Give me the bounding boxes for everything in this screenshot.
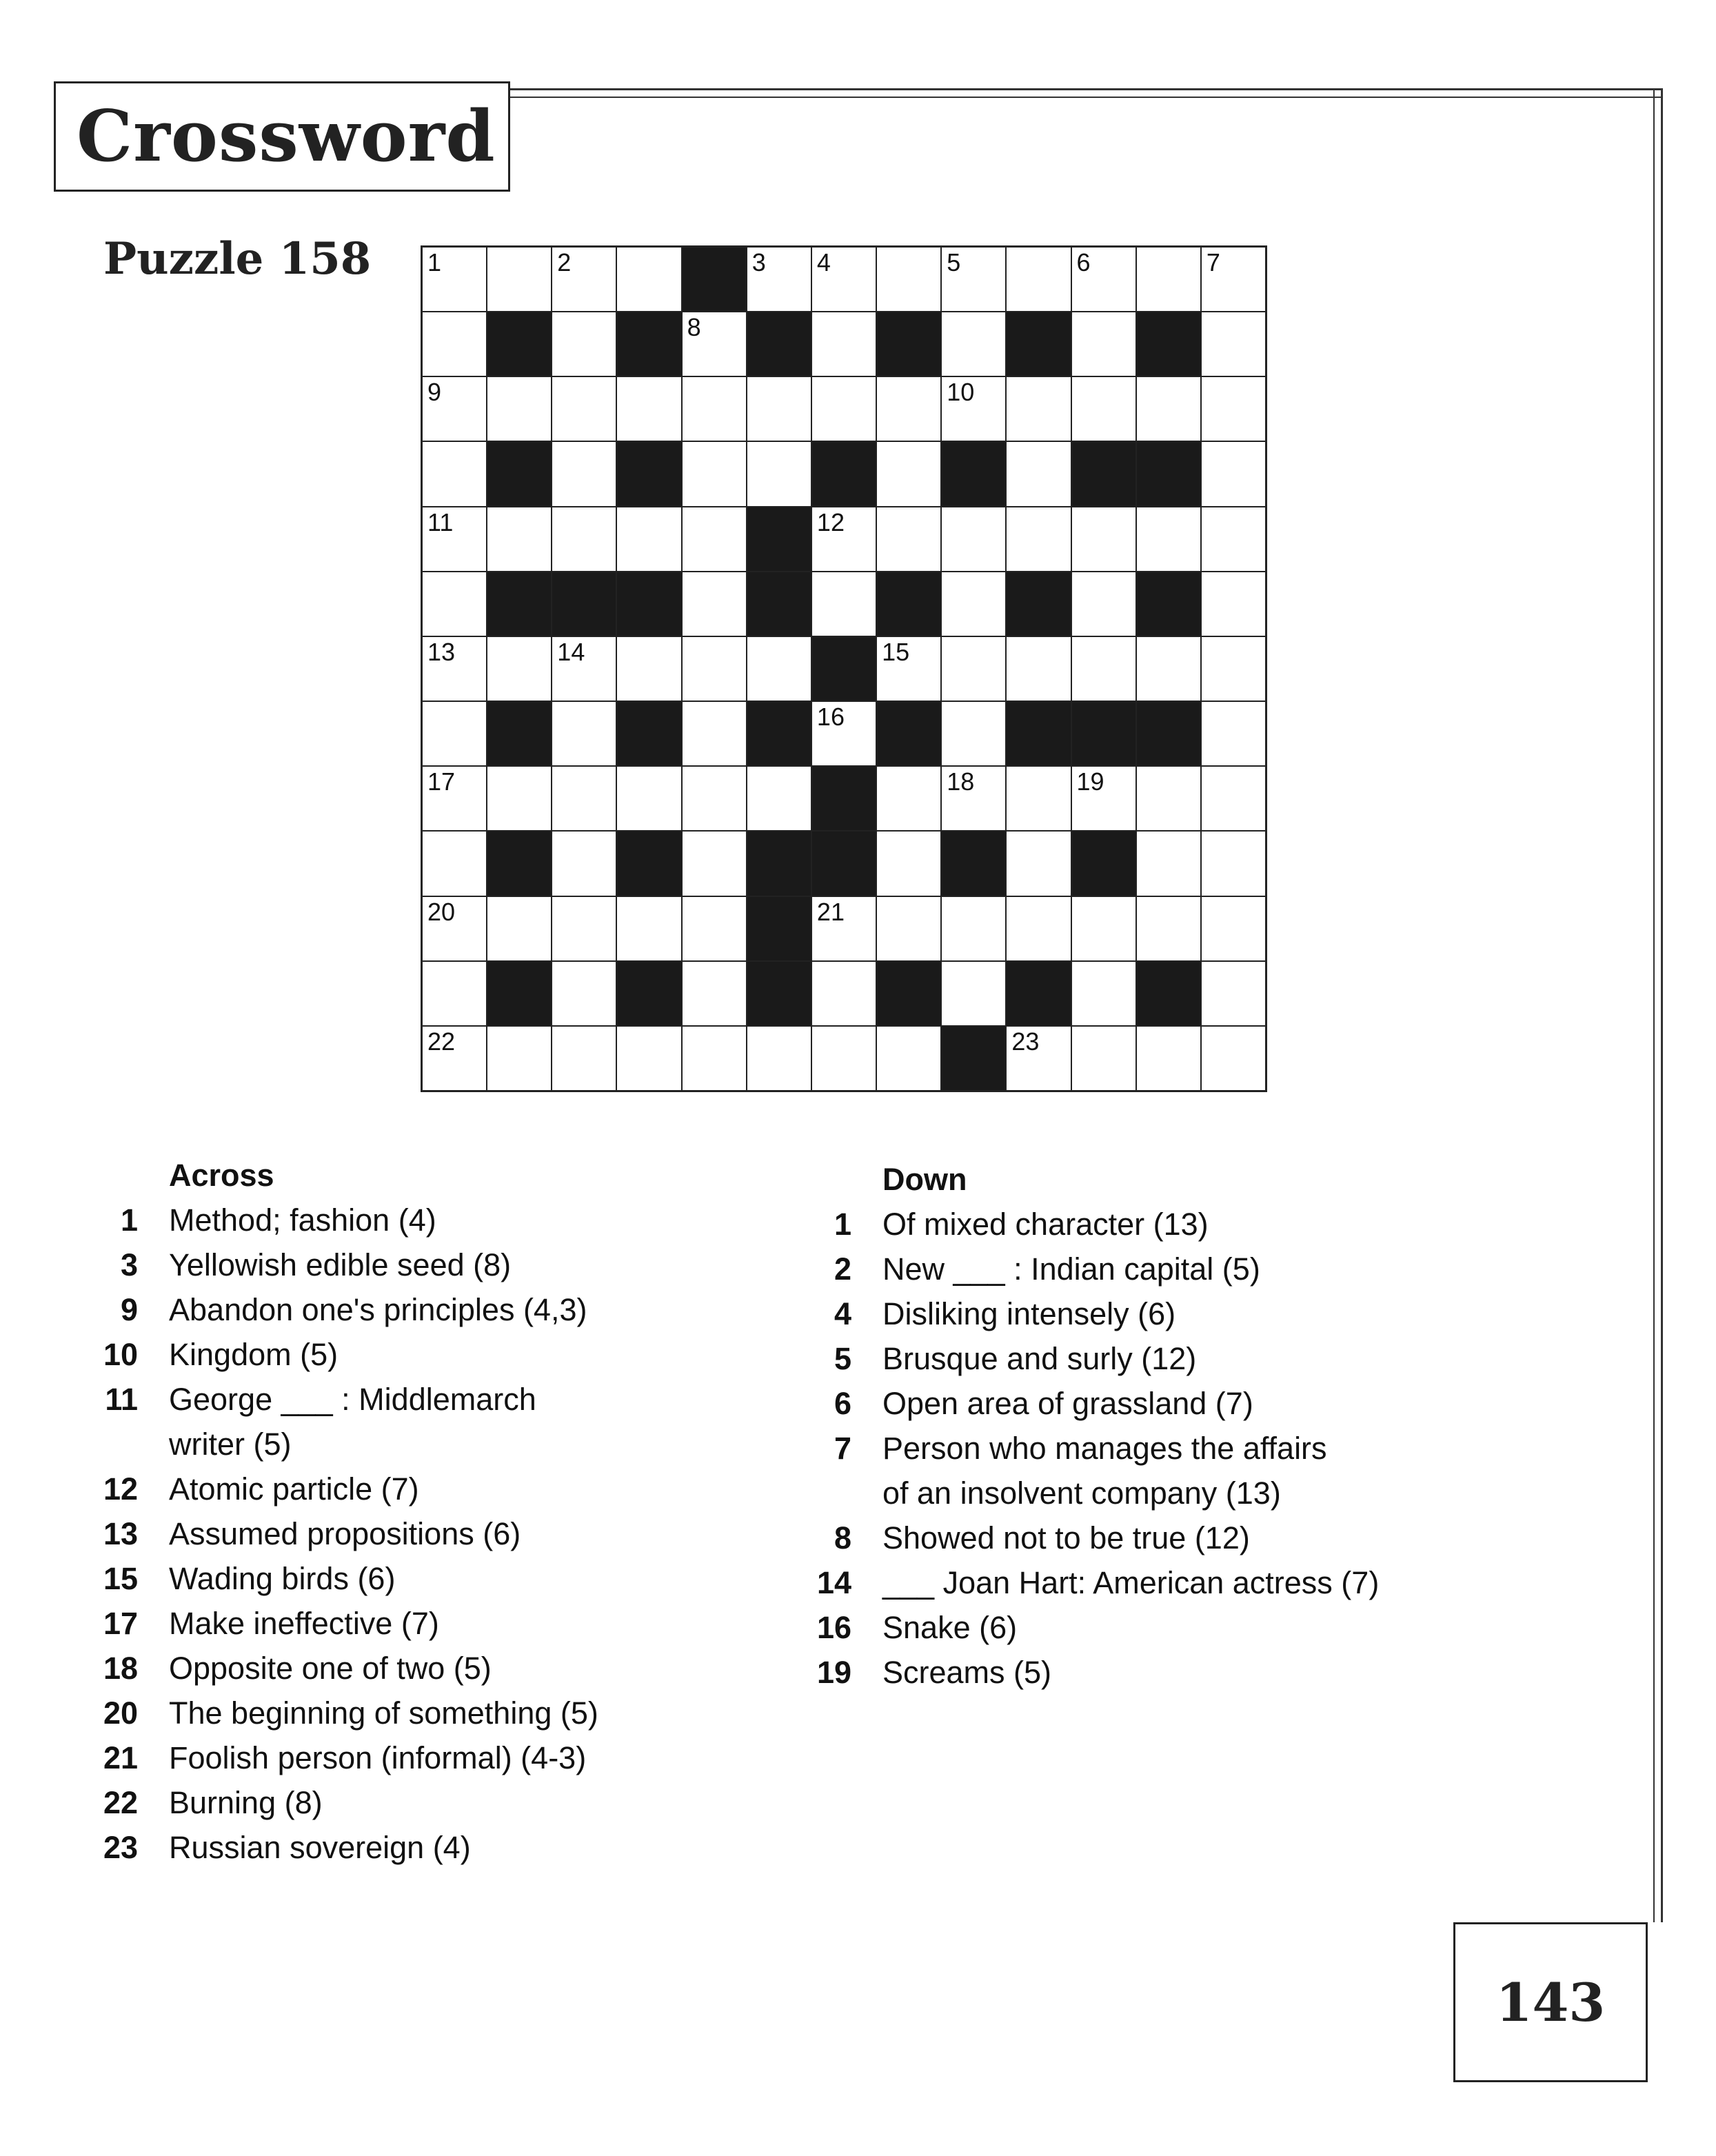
grid-cell[interactable] (1202, 572, 1265, 636)
grid-cell[interactable] (1202, 962, 1265, 1025)
grid-cell[interactable] (552, 637, 616, 701)
across-clue (90, 1691, 779, 1735)
across-clue (90, 1646, 779, 1691)
grid-cell[interactable] (812, 962, 876, 1025)
grid-cell[interactable] (747, 637, 811, 701)
grid-cell[interactable] (1202, 507, 1265, 571)
grid-cell[interactable] (1007, 507, 1070, 571)
grid-cell[interactable] (1202, 1027, 1265, 1090)
clue-text: Method; fashion (4) (169, 1202, 436, 1238)
grid-cell-black (747, 312, 811, 376)
grid-cell-black (617, 572, 680, 636)
grid-cell[interactable] (1072, 637, 1135, 701)
grid-cell-black (1072, 832, 1135, 895)
across-clues (90, 1153, 779, 1870)
grid-cell-black (617, 312, 680, 376)
grid-cell[interactable] (1202, 767, 1265, 830)
grid-cell-black (747, 897, 811, 960)
cell-number: 4 (816, 248, 831, 276)
clue-number: 19 (816, 1655, 851, 1690)
grid-cell[interactable] (423, 312, 486, 376)
clue-text: Kingdom (5) (169, 1337, 339, 1372)
grid-cell[interactable] (812, 897, 876, 960)
grid-cell[interactable] (1137, 248, 1200, 311)
grid-cell[interactable] (1137, 1027, 1200, 1090)
grid-cell-black (487, 442, 551, 505)
grid-cell[interactable] (423, 442, 486, 505)
cell-number: 6 (1076, 248, 1091, 276)
grid-cell[interactable] (683, 637, 746, 701)
clue-text: Make ineffective (7) (169, 1606, 439, 1641)
grid-cell[interactable] (1072, 1027, 1135, 1090)
clue-text: George ___ : Middlemarch (169, 1382, 536, 1417)
clue-number: 11 (105, 1382, 138, 1417)
cell-number: 3 (751, 248, 766, 276)
across-clue (90, 1735, 779, 1780)
grid-cell[interactable] (942, 702, 1005, 765)
grid-cell[interactable] (487, 377, 551, 441)
across-clue (90, 1601, 779, 1646)
grid-cell[interactable] (617, 897, 680, 960)
grid-cell[interactable] (1072, 312, 1135, 376)
grid-cell[interactable] (747, 377, 811, 441)
grid-cell-black (1007, 702, 1070, 765)
grid-cell[interactable] (683, 1027, 746, 1090)
grid-cell-black (1007, 962, 1070, 1025)
grid-cell[interactable] (1202, 377, 1265, 441)
across-clue (90, 1825, 779, 1870)
clue-text: New ___ : Indian capital (5) (882, 1251, 1260, 1287)
grid-cell[interactable] (617, 248, 680, 311)
grid-cell[interactable] (1007, 637, 1070, 701)
clue-number (90, 1422, 169, 1467)
grid-cell[interactable] (683, 377, 746, 441)
grid-cell-black (812, 832, 876, 895)
grid-cell[interactable] (1202, 702, 1265, 765)
grid-cell-black (1007, 572, 1070, 636)
clue-text: Atomic particle (7) (169, 1471, 419, 1507)
grid-cell[interactable] (423, 572, 486, 636)
down-clue (803, 1426, 1562, 1471)
grid-cell[interactable] (747, 248, 811, 311)
grid-cell[interactable] (683, 572, 746, 636)
across-clue (90, 1467, 779, 1511)
clue-number: 7 (834, 1431, 851, 1466)
across-clue (90, 1377, 779, 1422)
grid-cell[interactable] (552, 312, 616, 376)
grid-cell[interactable] (552, 767, 616, 830)
grid-cell[interactable] (1072, 507, 1135, 571)
grid-cell[interactable] (1007, 1027, 1070, 1090)
grid-cell[interactable] (942, 637, 1005, 701)
clue-number: 1 (120, 1202, 138, 1238)
cell-number: 11 (427, 507, 454, 536)
down-clue (803, 1560, 1562, 1605)
grid-cell[interactable] (617, 637, 680, 701)
page-title: Crossword (77, 95, 496, 178)
clue-text: Showed not to be true (12) (882, 1520, 1250, 1555)
grid-cell[interactable] (1137, 377, 1200, 441)
grid-cell[interactable] (487, 248, 551, 311)
across-clue (90, 1242, 779, 1287)
grid-cell[interactable] (423, 962, 486, 1025)
clue-number: 8 (834, 1520, 851, 1555)
clue-text: Burning (8) (169, 1785, 323, 1820)
clue-text: Person who manages the affairs (882, 1431, 1327, 1466)
grid-cell[interactable] (877, 442, 940, 505)
grid-cell[interactable] (1072, 248, 1135, 311)
grid-cell[interactable] (1202, 312, 1265, 376)
across-clue (90, 1556, 779, 1601)
down-clue (803, 1650, 1562, 1695)
grid-cell[interactable] (423, 767, 486, 830)
grid-cell[interactable] (747, 767, 811, 830)
grid-cell[interactable] (423, 702, 486, 765)
grid-cell[interactable] (812, 572, 876, 636)
grid-cell-black (812, 442, 876, 505)
cell-number: 15 (882, 637, 910, 666)
cell-number: 17 (427, 767, 456, 796)
grid-cell[interactable] (942, 248, 1005, 311)
grid-cell[interactable] (683, 832, 746, 895)
grid-cell-black (552, 572, 616, 636)
grid-cell-black (877, 572, 940, 636)
grid-cell[interactable] (812, 702, 876, 765)
clue-number: 6 (834, 1386, 851, 1421)
down-clue (803, 1381, 1562, 1426)
grid-cell[interactable] (423, 248, 486, 311)
grid-cell[interactable] (942, 377, 1005, 441)
clue-number: 12 (103, 1471, 138, 1507)
grid-cell[interactable] (683, 442, 746, 505)
cell-number: 8 (687, 313, 701, 342)
down-clue (803, 1202, 1562, 1247)
grid-cell[interactable] (1202, 832, 1265, 895)
grid-cell[interactable] (747, 442, 811, 505)
grid-cell[interactable] (877, 248, 940, 311)
grid-cell[interactable] (1072, 897, 1135, 960)
down-clue (803, 1605, 1562, 1650)
cell-number: 10 (947, 378, 975, 407)
grid-cell[interactable] (1202, 442, 1265, 505)
grid-cell[interactable] (487, 897, 551, 960)
down-heading: Down (882, 1162, 967, 1197)
grid-cell-black (487, 962, 551, 1025)
grid-cell-black (877, 962, 940, 1025)
cell-number: 23 (1011, 1027, 1040, 1056)
across-clue (90, 1287, 779, 1332)
cell-number: 7 (1206, 248, 1220, 276)
grid-cell[interactable] (552, 1027, 616, 1090)
grid-cell[interactable] (617, 377, 680, 441)
grid-cell[interactable] (683, 702, 746, 765)
grid-cell[interactable] (552, 897, 616, 960)
clue-text: Russian sovereign (4) (169, 1830, 471, 1865)
grid-cell[interactable] (552, 702, 616, 765)
grid-cell[interactable] (683, 507, 746, 571)
down-clue (803, 1291, 1562, 1336)
clue-number: 1 (834, 1207, 851, 1242)
clue-text: Abandon one's principles (4,3) (169, 1292, 587, 1327)
cell-number: 20 (427, 897, 456, 926)
down-clue (803, 1336, 1562, 1381)
clue-text: Wading birds (6) (169, 1561, 396, 1596)
cell-number: 22 (427, 1027, 456, 1056)
clue-number: 14 (816, 1565, 851, 1600)
cell-number: 13 (427, 637, 456, 666)
grid-cell[interactable] (942, 507, 1005, 571)
grid-cell[interactable] (617, 507, 680, 571)
grid-cell[interactable] (1137, 767, 1200, 830)
grid-cell-black (747, 832, 811, 895)
grid-cell[interactable] (1072, 767, 1135, 830)
grid-cell[interactable] (1137, 507, 1200, 571)
grid-cell[interactable] (552, 442, 616, 505)
grid-cell[interactable] (812, 312, 876, 376)
clue-number: 20 (103, 1695, 138, 1731)
grid-cell[interactable] (1007, 897, 1070, 960)
grid-cell[interactable] (683, 312, 746, 376)
grid-cell[interactable] (877, 767, 940, 830)
clue-text: Opposite one of two (5) (169, 1651, 492, 1686)
grid-cell-black (812, 637, 876, 701)
across-clue (90, 1422, 779, 1467)
grid-cell-black (487, 312, 551, 376)
clue-text: Yellowish edible seed (8) (169, 1247, 512, 1282)
grid-cell[interactable] (1007, 832, 1070, 895)
grid-cell[interactable] (1202, 897, 1265, 960)
grid-cell[interactable] (552, 832, 616, 895)
crossword-grid (421, 245, 1267, 1092)
grid-cell[interactable] (812, 1027, 876, 1090)
grid-cell[interactable] (1007, 377, 1070, 441)
grid-cell-black (1007, 312, 1070, 376)
grid-cell[interactable] (1072, 962, 1135, 1025)
cell-number: 19 (1076, 767, 1104, 796)
clue-text: Of mixed character (13) (882, 1207, 1209, 1242)
grid-cell[interactable] (1137, 637, 1200, 701)
across-clue (90, 1332, 779, 1377)
down-clue (803, 1247, 1562, 1291)
cell-number: 9 (427, 378, 442, 407)
frame-top-rule (510, 88, 1663, 98)
grid-cell[interactable] (552, 377, 616, 441)
clue-number: 18 (103, 1651, 138, 1686)
clue-number: 17 (103, 1606, 138, 1641)
grid-cell[interactable] (552, 507, 616, 571)
across-clue (90, 1198, 779, 1242)
puzzle-label: Puzzle 158 (103, 233, 372, 285)
grid-cell[interactable] (487, 637, 551, 701)
clue-text: Open area of grassland (7) (882, 1386, 1253, 1421)
clue-number: 23 (103, 1830, 138, 1865)
clue-text: Brusque and surly (12) (882, 1341, 1197, 1376)
clue-number: 15 (103, 1561, 138, 1596)
grid-cell[interactable] (942, 572, 1005, 636)
cell-number: 18 (947, 767, 975, 796)
down-clues (803, 1157, 1562, 1695)
grid-cell-black (1137, 572, 1200, 636)
grid-cell-black (877, 312, 940, 376)
grid-cell-black (747, 962, 811, 1025)
clue-text: ___ Joan Hart: American actress (7) (882, 1565, 1380, 1600)
grid-cell[interactable] (877, 1027, 940, 1090)
grid-cell[interactable] (877, 507, 940, 571)
grid-cell[interactable] (942, 767, 1005, 830)
grid-cell[interactable] (1007, 248, 1070, 311)
grid-cell-black (487, 832, 551, 895)
grid-cell[interactable] (1202, 637, 1265, 701)
grid-cell[interactable] (1202, 248, 1265, 311)
cell-number: 2 (557, 248, 572, 276)
grid-cell-black (1072, 702, 1135, 765)
grid-cell-black (487, 572, 551, 636)
clue-text: Disliking intensely (6) (882, 1296, 1176, 1331)
grid-cell[interactable] (942, 962, 1005, 1025)
grid-cell-black (1137, 962, 1200, 1025)
clue-number: 21 (103, 1740, 138, 1775)
clue-number: 9 (120, 1292, 138, 1327)
grid-cell-black (747, 507, 811, 571)
grid-cell[interactable] (877, 897, 940, 960)
clue-number: 16 (816, 1610, 851, 1645)
grid-cell-black (1072, 442, 1135, 505)
clue-number (803, 1471, 882, 1515)
grid-cell[interactable] (487, 507, 551, 571)
grid-cell[interactable] (1007, 767, 1070, 830)
cell-number: 16 (816, 703, 845, 732)
cell-number: 12 (816, 507, 845, 536)
grid-cell-black (617, 442, 680, 505)
grid-cell[interactable] (423, 637, 486, 701)
grid-cell-black (942, 832, 1005, 895)
grid-cell[interactable] (877, 637, 940, 701)
grid-cell-black (617, 832, 680, 895)
grid-cell-black (1137, 702, 1200, 765)
clue-number: 10 (103, 1337, 138, 1372)
grid-cell[interactable] (552, 962, 616, 1025)
grid-cell[interactable] (1007, 442, 1070, 505)
grid-cell[interactable] (423, 507, 486, 571)
grid-cell-black (487, 702, 551, 765)
clue-number: 4 (834, 1296, 851, 1331)
clue-text: The beginning of something (5) (169, 1695, 598, 1731)
down-clue (803, 1471, 1562, 1515)
cell-number: 21 (816, 897, 845, 926)
down-clue (803, 1515, 1562, 1560)
grid-cell-black (942, 442, 1005, 505)
grid-cell-black (1137, 312, 1200, 376)
grid-cell[interactable] (683, 962, 746, 1025)
grid-cell[interactable] (487, 1027, 551, 1090)
grid-cell[interactable] (1072, 377, 1135, 441)
clue-number: 22 (103, 1785, 138, 1820)
grid-cell[interactable] (617, 1027, 680, 1090)
grid-cell[interactable] (812, 248, 876, 311)
grid-cell-black (942, 1027, 1005, 1090)
clue-text: Foolish person (informal) (4-3) (169, 1740, 587, 1775)
clue-text: of an insolvent company (13) (882, 1475, 1281, 1511)
grid-cell[interactable] (617, 767, 680, 830)
across-clue (90, 1780, 779, 1825)
grid-cell[interactable] (942, 897, 1005, 960)
grid-cell-black (1137, 442, 1200, 505)
cell-number: 14 (557, 637, 585, 666)
grid-cell[interactable] (1137, 832, 1200, 895)
clue-number: 13 (103, 1516, 138, 1551)
grid-cell[interactable] (942, 312, 1005, 376)
grid-cell[interactable] (487, 767, 551, 830)
clue-text: Assumed propositions (6) (169, 1516, 521, 1551)
grid-cell[interactable] (423, 897, 486, 960)
frame-right-rule (1653, 88, 1663, 1922)
grid-cell[interactable] (1072, 572, 1135, 636)
grid-cell-black (877, 702, 940, 765)
grid-cell[interactable] (423, 832, 486, 895)
grid-cell[interactable] (423, 1027, 486, 1090)
cell-number: 5 (947, 248, 961, 276)
grid-cell[interactable] (423, 377, 486, 441)
grid-cell-black (683, 248, 746, 311)
cell-number: 1 (427, 248, 442, 276)
clue-text: writer (5) (169, 1427, 292, 1462)
grid-cell[interactable] (683, 767, 746, 830)
across-heading: Across (169, 1158, 274, 1193)
grid-cell-black (617, 962, 680, 1025)
clue-number: 5 (834, 1341, 851, 1376)
grid-cell-black (747, 572, 811, 636)
grid-cell[interactable] (877, 377, 940, 441)
grid-cell[interactable] (552, 248, 616, 311)
grid-cell[interactable] (683, 897, 746, 960)
grid-cell[interactable] (812, 377, 876, 441)
clue-number: 3 (120, 1247, 138, 1282)
title-box (54, 81, 510, 192)
clue-number: 2 (834, 1251, 851, 1287)
grid-cell[interactable] (812, 507, 876, 571)
page-number: 143 (1453, 1922, 1648, 2082)
grid-cell-black (812, 767, 876, 830)
grid-cell-black (617, 702, 680, 765)
across-clue (90, 1511, 779, 1556)
clue-text: Screams (5) (882, 1655, 1052, 1690)
clue-text: Snake (6) (882, 1610, 1018, 1645)
grid-cell-black (747, 702, 811, 765)
grid-cell[interactable] (877, 832, 940, 895)
grid-cell[interactable] (747, 1027, 811, 1090)
grid-cell[interactable] (1137, 897, 1200, 960)
